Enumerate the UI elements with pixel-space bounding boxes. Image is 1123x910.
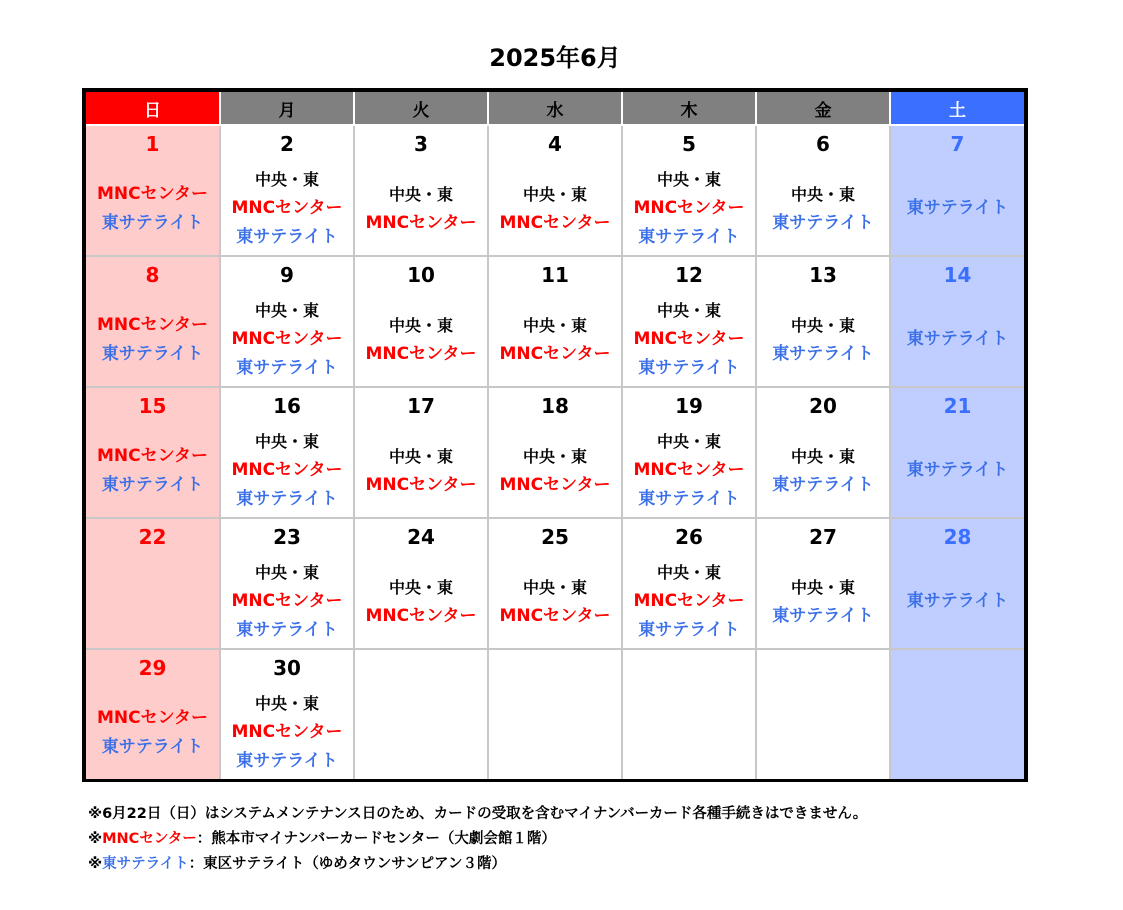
day-number: 30: [273, 656, 301, 680]
day-number: 20: [809, 394, 837, 418]
calendar-day-cell: [756, 518, 890, 649]
venue-list: [221, 557, 353, 648]
venue-list: [355, 164, 487, 255]
venue-mnc: MNCセンター: [231, 329, 343, 349]
venue-east: 東サテライト: [101, 474, 204, 495]
venue-list: [623, 557, 755, 648]
venue-chuo: 中央・東: [522, 446, 587, 466]
calendar-day-cell: [890, 256, 1024, 387]
venue-list: [355, 557, 487, 648]
venue-chuo: 中央・東: [254, 301, 319, 320]
weekday-header-saturday: 土: [890, 92, 1024, 125]
venue-list: [86, 164, 219, 255]
venue-list: [757, 426, 889, 517]
calendar-day-cell: [622, 518, 756, 649]
calendar-day-cell: [622, 256, 756, 387]
note-mnc: [88, 827, 867, 852]
venue-mnc: MNCセンター: [97, 183, 208, 204]
venue-list: [891, 164, 1024, 255]
venue-mnc: MNCセンター: [97, 314, 208, 335]
calendar-day-cell: [890, 125, 1024, 256]
venue-list: [221, 426, 353, 517]
venue-chuo: 中央・東: [790, 577, 855, 597]
calendar-day-cell: [488, 125, 622, 256]
venue-east: 東サテライト: [638, 358, 740, 378]
day-number: 13: [809, 263, 837, 287]
calendar-day-cell: [220, 256, 354, 387]
calendar-day-cell: [86, 387, 220, 518]
venue-east: 東サテライト: [236, 751, 338, 771]
venue-list: [355, 426, 487, 517]
day-number: 6: [816, 132, 830, 156]
venue-east: 東サテライト: [101, 212, 204, 233]
calendar-day-cell: [890, 387, 1024, 518]
venue-mnc: MNCセンター: [365, 474, 477, 495]
day-number: 27: [809, 525, 837, 549]
calendar-day-cell: [354, 256, 488, 387]
venue-chuo: 中央・東: [254, 563, 319, 582]
venue-list: [221, 164, 353, 255]
day-number: 1: [145, 132, 160, 156]
calendar-day-cell: [756, 125, 890, 256]
calendar-week-row: [86, 518, 1024, 649]
weekday-header-sunday: 日: [86, 92, 220, 125]
day-number: 17: [407, 394, 435, 418]
venue-list: [489, 426, 621, 517]
venue-chuo: 中央・東: [656, 301, 721, 320]
calendar-day-cell: [354, 125, 488, 256]
weekday-header-thursday: 木: [622, 92, 756, 125]
venue-chuo: 中央・東: [522, 184, 587, 204]
calendar-day-cell: [86, 518, 220, 649]
calendar-empty-cell: [756, 649, 890, 779]
venue-east: 東サテライト: [772, 605, 874, 626]
calendar-body: [86, 125, 1024, 779]
weekday-header-monday: 月: [220, 92, 354, 125]
weekday-header-wednesday: 水: [488, 92, 622, 125]
calendar-day-cell: [86, 256, 220, 387]
venue-east: 東サテライト: [101, 736, 204, 757]
notes: [88, 802, 867, 877]
day-number: 24: [407, 525, 435, 549]
day-number: 3: [414, 132, 428, 156]
venue-mnc: MNCセンター: [231, 460, 343, 480]
calendar-week-row: [86, 125, 1024, 256]
note-mnc-label: MNCセンター: [102, 831, 197, 847]
note-mnc-desc: ：熊本市マイナンバーカードセンター（大劇会館１階）: [196, 831, 556, 847]
day-number: 23: [273, 525, 301, 549]
venue-list: [891, 557, 1024, 648]
weekday-header-row: [86, 92, 1024, 125]
venue-mnc: MNCセンター: [633, 198, 745, 218]
venue-east: 東サテライト: [236, 620, 338, 640]
venue-mnc: MNCセンター: [231, 198, 343, 218]
venue-list: [757, 164, 889, 255]
venue-east: 東サテライト: [772, 343, 874, 364]
venue-list: [489, 295, 621, 386]
calendar-day-cell: [220, 649, 354, 779]
venue-chuo: 中央・東: [656, 170, 721, 189]
day-number: 15: [138, 394, 167, 418]
note-east: [88, 852, 867, 877]
venue-mnc: MNCセンター: [231, 722, 343, 742]
day-number: 25: [541, 525, 569, 549]
calendar-empty-cell: [488, 649, 622, 779]
day-number: 12: [675, 263, 703, 287]
venue-east: 東サテライト: [772, 474, 874, 495]
venue-chuo: 中央・東: [254, 170, 319, 189]
day-number: 22: [138, 525, 167, 549]
venue-chuo: 中央・東: [388, 446, 453, 466]
calendar-day-cell: [220, 387, 354, 518]
venue-list: [623, 295, 755, 386]
venue-mnc: MNCセンター: [499, 605, 611, 626]
venue-list: [623, 164, 755, 255]
calendar-day-cell: [488, 518, 622, 649]
venue-mnc: MNCセンター: [633, 591, 745, 611]
day-number: 18: [541, 394, 569, 418]
venue-east: 東サテライト: [638, 489, 740, 509]
calendar-day-cell: [756, 256, 890, 387]
calendar-day-cell: [488, 256, 622, 387]
venue-east: 東サテライト: [906, 198, 1009, 218]
calendar-week-row: [86, 387, 1024, 518]
day-number: 8: [145, 263, 160, 287]
venue-list: [489, 164, 621, 255]
day-number: 28: [943, 525, 972, 549]
venue-list: [623, 426, 755, 517]
venue-mnc: MNCセンター: [499, 212, 611, 233]
venue-chuo: 中央・東: [790, 315, 855, 335]
venue-east: 東サテライト: [236, 227, 338, 247]
calendar-day-cell: [622, 125, 756, 256]
calendar-empty-cell: [622, 649, 756, 779]
venue-mnc: MNCセンター: [499, 343, 611, 364]
venue-chuo: 中央・東: [388, 315, 453, 335]
venue-list: [221, 295, 353, 386]
day-number: 29: [138, 656, 167, 680]
venue-mnc: MNCセンター: [97, 445, 208, 466]
venue-list: [757, 557, 889, 648]
venue-mnc: MNCセンター: [633, 329, 745, 349]
venue-chuo: 中央・東: [388, 184, 453, 204]
calendar-day-cell: [220, 518, 354, 649]
venue-chuo: 中央・東: [656, 432, 721, 451]
venue-mnc: MNCセンター: [97, 707, 208, 728]
calendar-empty-cell: [354, 649, 488, 779]
venue-mnc: MNCセンター: [365, 343, 477, 364]
venue-east: 東サテライト: [638, 227, 740, 247]
venue-mnc: MNCセンター: [231, 591, 343, 611]
day-number: 4: [548, 132, 562, 156]
day-number: 26: [675, 525, 703, 549]
venue-list: [221, 688, 353, 779]
venue-east: 東サテライト: [236, 358, 338, 378]
venue-chuo: 中央・東: [522, 577, 587, 597]
venue-east: 東サテライト: [638, 620, 740, 640]
calendar-day-cell: [890, 518, 1024, 649]
calendar-grid: [86, 92, 1024, 779]
day-number: 5: [682, 132, 696, 156]
note-maintenance: ※6月22日（日）はシステムメンテナンス日のため、カードの受取を含むマイナンバーカード各種手続きはできません。: [88, 806, 868, 822]
weekday-header-tuesday: 火: [354, 92, 488, 125]
venue-chuo: 中央・東: [656, 563, 721, 582]
calendar-day-cell: [488, 387, 622, 518]
note-east-label: 東サテライト: [102, 856, 189, 872]
venue-list: [489, 557, 621, 648]
calendar-day-cell: [86, 125, 220, 256]
day-number: 16: [273, 394, 301, 418]
calendar-day-cell: [622, 387, 756, 518]
venue-east: 東サテライト: [906, 460, 1009, 480]
calendar-empty-cell: [890, 649, 1024, 779]
calendar-day-cell: [354, 387, 488, 518]
venue-chuo: 中央・東: [790, 446, 855, 466]
venue-chuo: 中央・東: [254, 694, 319, 713]
venue-east: 東サテライト: [906, 329, 1009, 349]
calendar-week-row: [86, 649, 1024, 779]
venue-east: 東サテライト: [236, 489, 338, 509]
calendar-title: 2025年6月: [489, 44, 621, 72]
day-number: 14: [943, 263, 972, 287]
day-number: 2: [280, 132, 294, 156]
venue-chuo: 中央・東: [522, 315, 587, 335]
day-number: 9: [280, 263, 294, 287]
venue-east: 東サテライト: [101, 343, 204, 364]
day-number: 10: [407, 263, 435, 287]
note-east-desc: ：東区サテライト（ゆめタウンサンピアン３階）: [188, 856, 506, 872]
calendar: [82, 88, 1028, 782]
calendar-day-cell: [756, 387, 890, 518]
venue-list: [891, 295, 1024, 386]
venue-list: [355, 295, 487, 386]
venue-mnc: MNCセンター: [365, 605, 477, 626]
venue-chuo: 中央・東: [790, 184, 855, 204]
calendar-day-cell: [86, 649, 220, 779]
venue-mnc: MNCセンター: [499, 474, 611, 495]
venue-list: [757, 295, 889, 386]
note-east-prefix: ※: [88, 856, 103, 872]
venue-chuo: 中央・東: [388, 577, 453, 597]
venue-mnc: MNCセンター: [365, 212, 477, 233]
calendar-week-row: [86, 256, 1024, 387]
day-number: 21: [943, 394, 972, 418]
note-mnc-prefix: ※: [88, 831, 103, 847]
venue-chuo: 中央・東: [254, 432, 319, 451]
day-number: 11: [541, 263, 569, 287]
day-number: 7: [950, 132, 965, 156]
weekday-header-friday: 金: [756, 92, 890, 125]
calendar-day-cell: [354, 518, 488, 649]
venue-list: [86, 295, 219, 386]
venue-east: 東サテライト: [906, 591, 1009, 611]
venue-east: 東サテライト: [772, 212, 874, 233]
calendar-day-cell: [220, 125, 354, 256]
venue-list: [86, 426, 219, 517]
venue-list: [891, 426, 1024, 517]
venue-mnc: MNCセンター: [633, 460, 745, 480]
day-number: 19: [675, 394, 703, 418]
venue-list: [86, 688, 219, 779]
